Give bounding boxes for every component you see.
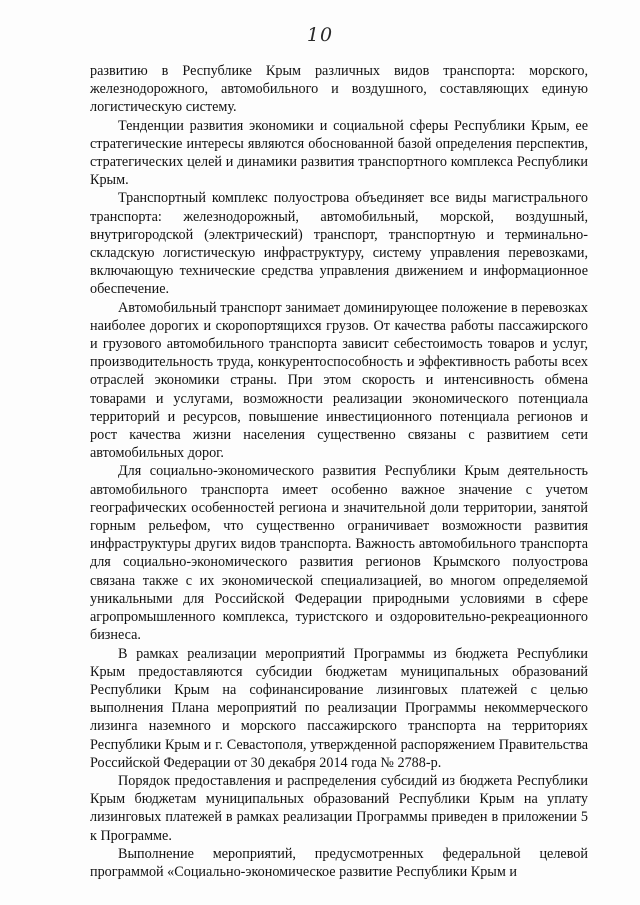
paragraph-3: Транспортный комплекс полуострова объединяет все виды магистрального транспорта: железнодорожный, автомобильный, морской, воздушный, внутригородской (электрический) транспорт, транспортную и терминально-складскую логистическую инфраструктуру, систему управления перевозками, включающую технические средства управления движением и информационное обеспечение. — [90, 190, 588, 298]
paragraph-6: В рамках реализации мероприятий Программы из бюджета Республики Крым предоставляются субсидии бюджетам муниципальных образований Республики Крым на софинансирование лизинговых платежей с целью выполнения Плана мероприятий по реализации Программы некоммерческого лизинга наземного и морского пассажирского транспорта на территориях Республики Крым и г. Севастополя, утвержденной распоряжением Правительства Российской Федерации от 30 декабря 2014 года № 2788-р. — [90, 645, 588, 771]
paragraph-4: Автомобильный транспорт занимает доминирующее положение в перевозках наиболее дорогих и скоропортящихся грузов. От качества работы пассажирского и грузового автомобильного транспорта зависит себестоимость товаров и услуг, производительность труда, конкурентоспособность и эффективность работы всех отраслей экономики страны. При этом скорость и интенсивность обмена товарами и услугами, возможности реализации экономического потенциала территорий и ресурсов, повышение инвестиционного потенциала регионов и рост качества жизни населения существенно связаны с развитием сети автомобильных дорог. — [90, 299, 588, 462]
paragraph-5: Для социально-экономического развития Республики Крым деятельность автомобильного транспорта имеет особенно важное значение с учетом географических особенностей региона и значительной доли территории, занятой горным рельефом, что существенно ограничивает возможности развития инфраструктуры других видов транспорта. Важность автомобильного транспорта для социально-экономического развития регионов Крымского полуострова связана также с их экономической специализацией, во многом определяемой уникальными для Российской Федерации природными условиями в сфере агропромышленного комплекса, туристского и оздоровительно-рекреационного бизнеса. — [90, 463, 588, 644]
paragraph-8: Выполнение мероприятий, предусмотренных федеральной целевой программой «Социально-экономическое развитие Республики Крым и — [90, 845, 588, 880]
document-body — [90, 62, 588, 881]
paragraph-2: Тенденции развития экономики и социальной сферы Республики Крым, ее стратегические интересы являются обоснованной базой определения перспектив, стратегических целей и динамики развития транспортного комплекса Республики Крым. — [90, 117, 588, 189]
paragraph-1: развитию в Республике Крым различных видов транспорта: морского, железнодорожного, автомобильного и воздушного, составляющих единую логистическую систему. — [90, 63, 588, 116]
paragraph-7: Порядок предоставления и распределения субсидий из бюджета Республики Крым бюджетам муниципальных образований Республики Крым на уплату лизинговых платежей в рамках реализации Программы приведен в приложении 5 к Программе. — [90, 772, 588, 844]
page-number: 10 — [306, 24, 334, 46]
